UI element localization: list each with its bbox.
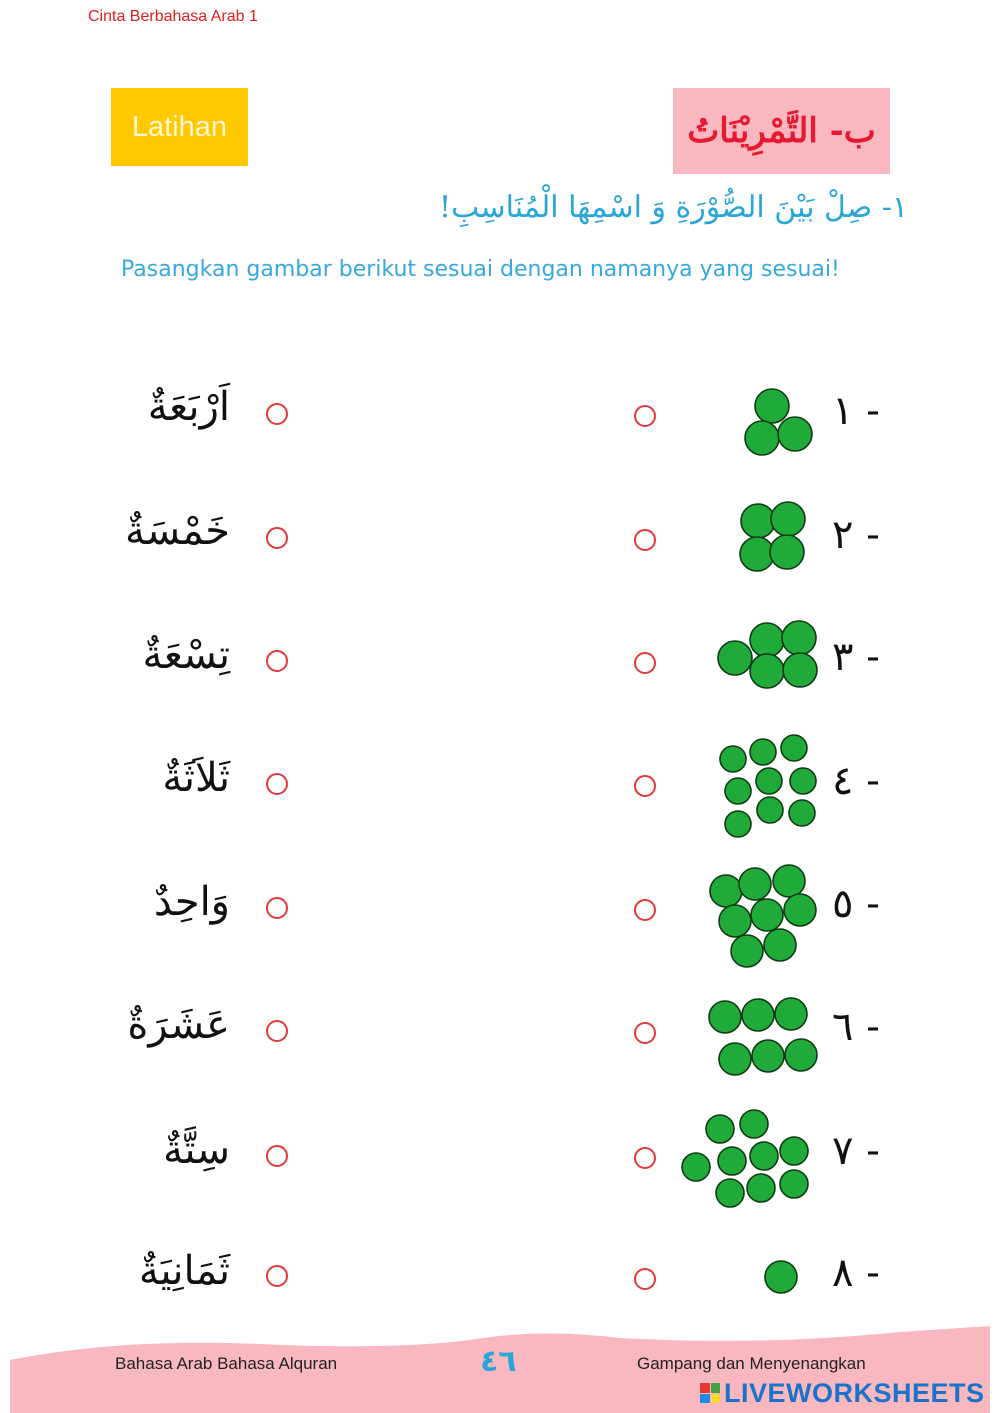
dot (750, 654, 784, 688)
dot (740, 1110, 768, 1138)
dot (706, 1115, 734, 1143)
dot (745, 421, 779, 455)
dot (780, 1170, 808, 1198)
dot (764, 929, 796, 961)
dot (719, 1043, 751, 1075)
picture-connector-4[interactable] (634, 775, 656, 797)
word-option-6: عَشَرَةٌ (127, 1002, 230, 1048)
dot (781, 735, 807, 761)
dot-group-4 (708, 728, 820, 840)
dot (775, 998, 807, 1030)
word-option-4: ثَلاَثَةٌ (162, 755, 230, 801)
picture-connector-5[interactable] (634, 899, 656, 921)
picture-connector-2[interactable] (634, 529, 656, 551)
item-number-2: ٢ - (832, 512, 880, 558)
word-option-5: وَاحِدٌ (153, 879, 230, 925)
dot-group-7 (680, 1108, 815, 1213)
word-connector-3[interactable] (266, 650, 288, 672)
dot (765, 1261, 797, 1293)
dot (773, 865, 805, 897)
dot (731, 935, 763, 967)
word-option-3: تِسْعَةٌ (142, 632, 230, 678)
dot (784, 894, 816, 926)
dot (782, 621, 816, 655)
section-title: ب- التَّمْرِيْنَاتُ (687, 111, 876, 151)
item-number-5: ٥ - (832, 881, 880, 927)
dot (740, 537, 774, 571)
liveworksheets-brand[interactable]: LIVEWORKSHEETS (724, 1378, 985, 1408)
word-option-7: سِتَّةٌ (162, 1127, 230, 1173)
word-connector-1[interactable] (266, 403, 288, 425)
word-connector-8[interactable] (266, 1265, 288, 1287)
dot (785, 1039, 817, 1071)
dot (750, 1142, 778, 1170)
section-title-box (673, 88, 890, 174)
dot (750, 623, 784, 657)
dot (742, 999, 774, 1031)
dot (771, 502, 805, 536)
dot (789, 800, 815, 826)
page-number: ٤٦ (480, 1344, 517, 1379)
word-option-8: ثَمَانِيَةٌ (138, 1248, 230, 1294)
dot (718, 641, 752, 675)
dot (778, 417, 812, 451)
dot (739, 868, 771, 900)
word-option-2: خَمْسَةٌ (125, 508, 230, 554)
dot-group-1 (740, 385, 820, 460)
dot (720, 746, 746, 772)
dot (752, 1040, 784, 1072)
dot (751, 899, 783, 931)
dot (709, 1001, 741, 1033)
picture-connector-3[interactable] (634, 652, 656, 674)
dot-group-3 (712, 618, 822, 693)
instruction-indonesian: Pasangkan gambar berikut sesuai dengan namanya yang sesuai! (121, 257, 840, 282)
dot (682, 1153, 710, 1181)
dot (770, 535, 804, 569)
dot (755, 389, 789, 423)
dot (790, 768, 816, 794)
dot (725, 778, 751, 804)
dot-group-2 (735, 498, 815, 578)
dot-group-5 (705, 862, 820, 974)
dot (741, 504, 775, 538)
picture-connector-8[interactable] (634, 1268, 656, 1290)
item-number-1: ١ - (832, 388, 880, 434)
dot-group-6 (704, 992, 822, 1082)
picture-connector-6[interactable] (634, 1022, 656, 1044)
dot-group-8 (762, 1258, 802, 1298)
picture-connector-7[interactable] (634, 1147, 656, 1169)
latihan-label: Latihan (111, 88, 248, 166)
footer-right-text: Gampang dan Menyenangkan (637, 1354, 866, 1373)
word-option-1: اَرْبَعَةٌ (147, 384, 230, 430)
item-number-3: ٣ - (832, 634, 880, 680)
item-number-6: ٦ - (832, 1004, 880, 1050)
dot (780, 1137, 808, 1165)
picture-connector-1[interactable] (634, 405, 656, 427)
word-connector-7[interactable] (266, 1145, 288, 1167)
word-connector-5[interactable] (266, 897, 288, 919)
dot (756, 768, 782, 794)
word-connector-6[interactable] (266, 1020, 288, 1042)
liveworksheets-logo-icon (700, 1383, 720, 1403)
dot (710, 875, 742, 907)
footer-left-text: Bahasa Arab Bahasa Alquran (115, 1354, 338, 1373)
word-connector-2[interactable] (266, 527, 288, 549)
word-connector-4[interactable] (266, 773, 288, 795)
dot (719, 905, 751, 937)
item-number-7: ٧ - (832, 1128, 880, 1174)
item-number-8: ٨ - (832, 1250, 880, 1296)
dot (750, 739, 776, 765)
dot (747, 1174, 775, 1202)
dot (725, 811, 751, 837)
dot (757, 797, 783, 823)
instruction-arabic: ١- صِلْ بَيْنَ الصُّوْرَةِ وَ اسْمِهَا الْمُنَاسِبِ! (438, 190, 908, 225)
dot (718, 1147, 746, 1175)
dot (783, 653, 817, 687)
item-number-4: ٤ - (832, 758, 880, 804)
book-title: Cinta Berbahasa Arab 1 (88, 8, 258, 25)
dot (716, 1179, 744, 1207)
